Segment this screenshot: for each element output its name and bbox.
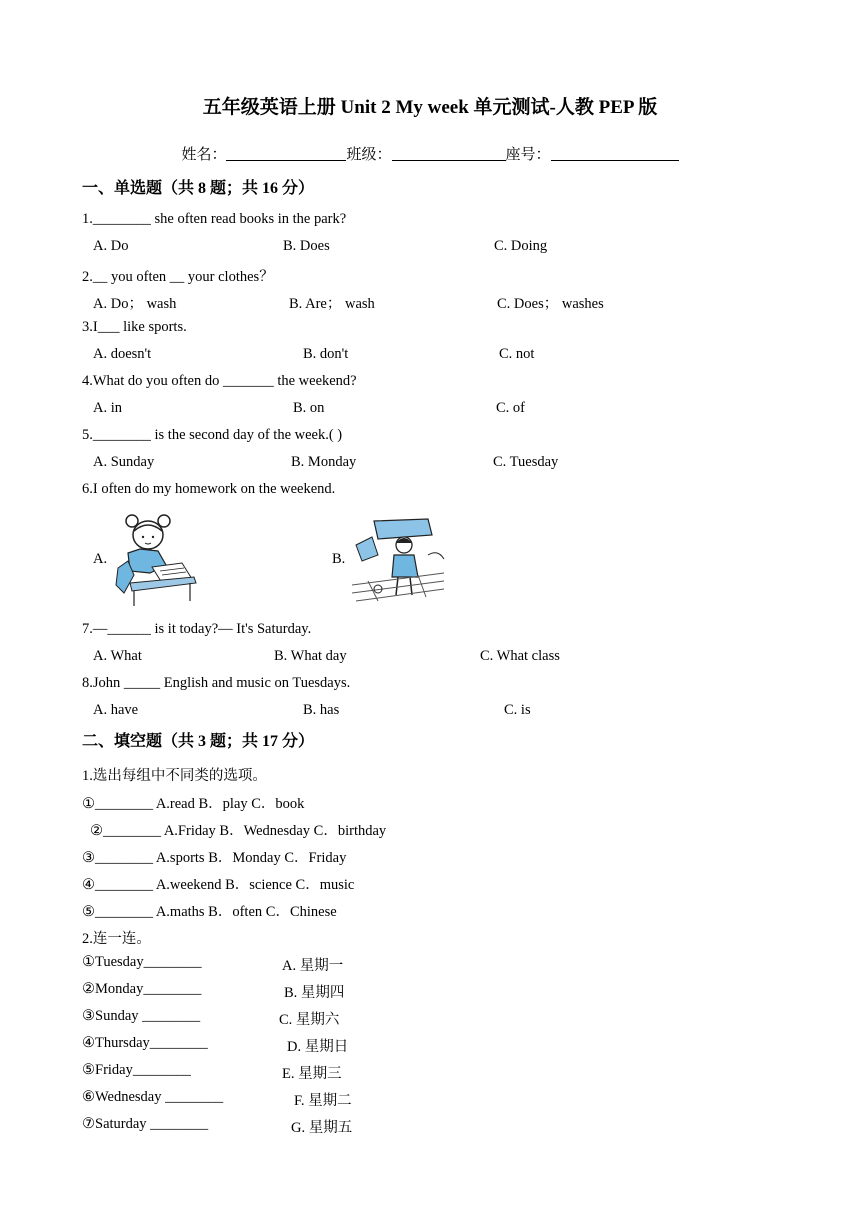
match-right-item[interactable]: G. 星期五 bbox=[291, 1120, 353, 1136]
girl-relaxing-image bbox=[348, 515, 448, 605]
girl-doing-homework-image bbox=[110, 513, 200, 607]
option-b[interactable]: B. don't bbox=[303, 346, 349, 362]
option-b[interactable]: B. Are； wash bbox=[289, 296, 375, 312]
option-c[interactable]: C. Does； washes bbox=[497, 296, 604, 312]
question-stem: 1.选出每组中不同类的选项。 bbox=[82, 768, 267, 784]
match-left-item[interactable]: ⑤Friday________ bbox=[82, 1062, 191, 1078]
name-label: 姓名： bbox=[181, 147, 227, 163]
option-a[interactable]: A. Do bbox=[93, 238, 129, 254]
option-a[interactable]: A. What bbox=[93, 648, 142, 664]
option-c[interactable]: C. Doing bbox=[494, 238, 548, 254]
match-left-item[interactable]: ②Monday________ bbox=[82, 981, 202, 997]
page-title: 五年级英语上册 Unit 2 My week 单元测试-人教 PEP 版 bbox=[202, 97, 658, 118]
question-stem: 4.What do you often do _______ the weekend? bbox=[82, 373, 357, 389]
option-b[interactable]: B. on bbox=[293, 400, 325, 416]
question-stem: 1.________ she often read books in the park? bbox=[82, 211, 347, 227]
question-stem: 7.—______ is it today?— It's Saturday. bbox=[82, 621, 312, 637]
name-blank[interactable] bbox=[226, 146, 346, 161]
option-b[interactable]: B. has bbox=[303, 702, 340, 718]
option-a[interactable]: A. doesn't bbox=[93, 346, 152, 362]
match-right-item[interactable]: D. 星期日 bbox=[287, 1039, 349, 1055]
option-c[interactable]: C. not bbox=[499, 346, 535, 362]
section-2-heading: 二、填空题（共 3 题；共 17 分） bbox=[82, 733, 315, 750]
option-a[interactable]: A. Do； wash bbox=[93, 296, 177, 312]
classify-item[interactable]: ③________ A.sports B．Monday C．Friday bbox=[82, 850, 347, 866]
option-c[interactable]: C. of bbox=[496, 400, 525, 416]
class-blank[interactable] bbox=[392, 146, 506, 161]
option-a[interactable]: A. in bbox=[93, 400, 122, 416]
classify-item[interactable]: ④________ A.weekend B．science C．music bbox=[82, 877, 355, 893]
question-stem: 2.连一连。 bbox=[82, 931, 151, 947]
classify-item[interactable]: ①________ A.read B．play C．book bbox=[82, 796, 305, 812]
question-stem: 8.John _____ English and music on Tuesdays. bbox=[82, 675, 351, 691]
option-a[interactable]: A. bbox=[93, 551, 108, 567]
match-right-item[interactable]: B. 星期四 bbox=[284, 985, 345, 1001]
option-c[interactable]: C. is bbox=[504, 702, 531, 718]
question-stem: 2.__ you often __ your clothes？ bbox=[82, 269, 274, 285]
class-label: 班级： bbox=[346, 147, 392, 163]
option-c[interactable]: C. Tuesday bbox=[493, 454, 559, 470]
match-right-item[interactable]: E. 星期三 bbox=[282, 1066, 342, 1082]
match-left-item[interactable]: ①Tuesday________ bbox=[82, 954, 202, 970]
seat-label: 座号： bbox=[505, 147, 551, 163]
option-c[interactable]: C. What class bbox=[480, 648, 560, 664]
classify-item[interactable]: ②________ A.Friday B．Wednesday C．birthday bbox=[90, 823, 387, 839]
option-b[interactable]: B. Does bbox=[283, 238, 330, 254]
match-left-item[interactable]: ⑦Saturday ________ bbox=[82, 1116, 209, 1132]
seat-blank[interactable] bbox=[551, 146, 679, 161]
student-info-line bbox=[0, 143, 860, 164]
question-stem: 5.________ is the second day of the week.( ) bbox=[82, 427, 343, 443]
option-a[interactable]: A. Sunday bbox=[93, 454, 155, 470]
option-b[interactable]: B. What day bbox=[274, 648, 347, 664]
match-left-item[interactable]: ③Sunday ________ bbox=[82, 1008, 201, 1024]
match-left-item[interactable]: ⑥Wednesday ________ bbox=[82, 1089, 224, 1105]
option-a[interactable]: A. have bbox=[93, 702, 139, 718]
classify-item[interactable]: ⑤________ A.maths B．often C．Chinese bbox=[82, 904, 337, 920]
question-stem: 6.I often do my homework on the weekend. bbox=[82, 481, 336, 497]
option-b[interactable]: B. Monday bbox=[291, 454, 357, 470]
match-right-item[interactable]: C. 星期六 bbox=[279, 1012, 340, 1028]
section-1-heading: 一、单选题（共 8 题；共 16 分） bbox=[82, 180, 315, 197]
match-right-item[interactable]: F. 星期二 bbox=[294, 1093, 352, 1109]
question-stem: 3.I___ like sports. bbox=[82, 319, 187, 335]
match-right-item[interactable]: A. 星期一 bbox=[282, 958, 344, 974]
match-left-item[interactable]: ④Thursday________ bbox=[82, 1035, 208, 1051]
option-b[interactable]: B. bbox=[332, 551, 346, 567]
